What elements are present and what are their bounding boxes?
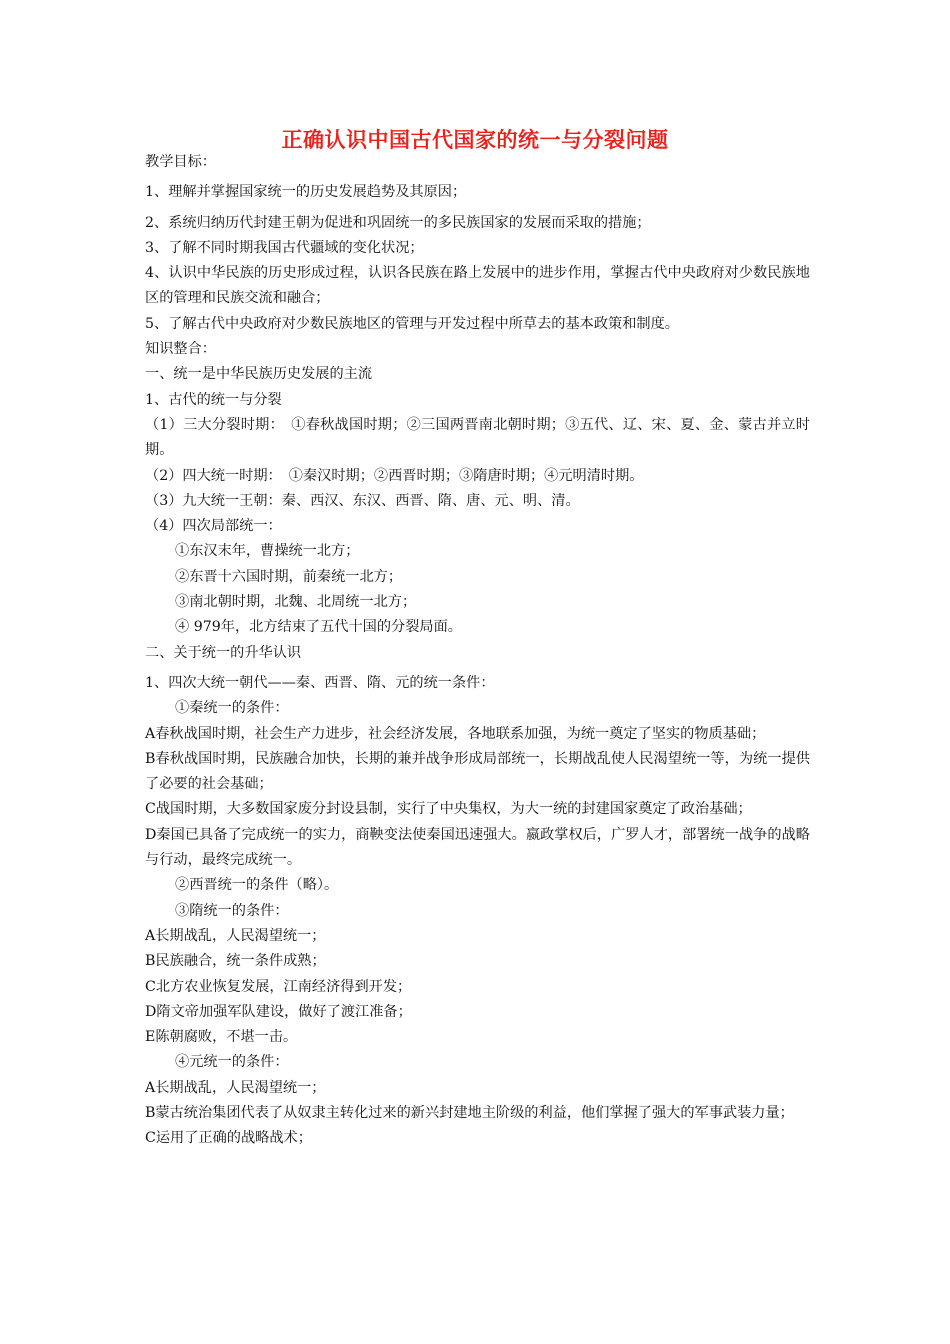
paragraph-line: D隋文帝加强军队建设，做好了渡江准备； (145, 1003, 412, 1020)
paragraph-line: 教学目标： (145, 154, 216, 170)
paragraph-line: （1）三大分裂时期： ①春秋战国时期；②三国两晋南北朝时期；③五代、辽、宋、夏、金、蒙古并立时期。 (145, 416, 810, 459)
paragraph-line: B蒙古统治集团代表了从奴隶主转化过来的新兴封建地主阶级的利益，他们掌握了强大的军事武装力量； (145, 1104, 794, 1121)
paragraph-line: ④ 979年，北方结束了五代十国的分裂局面。 (175, 619, 462, 636)
paragraph-line: ③隋统一的条件： (175, 902, 289, 919)
paragraph-line: （3）九大统一王朝：秦、西汉、东汉、西晋、隋、唐、元、明、清。 (145, 492, 580, 509)
paragraph-line: 4、认识中华民族的历史形成过程，认识各民族在路上发展中的进步作用，掌握古代中央政府对少数民族地区的管理和民族交流和融合； (145, 265, 810, 307)
paragraph-line: 知识整合： (145, 341, 216, 358)
paragraph-line: 1、四次大统一朝代——秦、西晋、隋、元的统一条件： (145, 674, 495, 691)
paragraph-line: ②西晋统一的条件（略）。 (175, 877, 339, 894)
paragraph-line: 1、理解并掌握国家统一的历史发展趋势及其原因； (145, 184, 467, 201)
document-body (145, 150, 810, 1152)
page-title: 正确认识中国古代国家的统一与分裂问题 (281, 128, 669, 152)
paragraph-line: C战国时期，大多数国家废分封设县制，实行了中央集权，为大一统的封建国家奠定了政治基础； (145, 801, 752, 818)
paragraph-line: 3、了解不同时期我国古代疆域的变化状况； (145, 239, 424, 256)
paragraph-line: A春秋战国时期，社会生产力进步，社会经济发展，各地联系加强，为统一奠定了坚实的物质基础； (145, 725, 766, 742)
paragraph-line: （4）四次局部统一： (145, 518, 282, 535)
paragraph-line: ①东汉末年，曹操统一北方； (175, 543, 360, 560)
paragraph-line: 一、统一是中华民族历史发展的主流 (145, 366, 373, 383)
paragraph-line: 5、了解古代中央政府对少数民族地区的管理与开发过程中所草去的基本政策和制度。 (145, 315, 679, 332)
paragraph-line: 1、古代的统一与分裂 (145, 391, 282, 408)
paragraph-line: C运用了正确的战略战术； (145, 1130, 312, 1147)
paragraph-line: A长期战乱，人民渴望统一； (145, 927, 326, 944)
paragraph-line: C北方农业恢复发展，江南经济得到开发； (145, 978, 412, 995)
paragraph-line: ④元统一的条件： (175, 1054, 289, 1071)
paragraph-line: E陈朝腐败，不堪一击。 (145, 1029, 298, 1046)
paragraph-line: D秦国已具备了完成统一的实力，商鞅变法使秦国迅速强大。嬴政掌权后，广罗人才，部署统一战争的战略与行动，最终完成统一。 (145, 826, 810, 869)
paragraph-line: B民族融合，统一条件成熟； (145, 953, 326, 970)
paragraph-line: （2）四大统一时期： ①秦汉时期；②西晋时期；③隋唐时期；④元明清时期。 (145, 467, 644, 484)
paragraph-line: ③南北朝时期，北魏、北周统一北方； (175, 594, 417, 611)
paragraph-line: 2、系统归纳历代封建王朝为促进和巩固统一的多民族国家的发展而采取的措施； (145, 214, 651, 231)
paragraph-line: A长期战乱，人民渴望统一； (145, 1079, 326, 1096)
paragraph-line: B春秋战国时期，民族融合加快，长期的兼并战争形成局部统一，长期战乱使人民渴望统一等，为统一提供了必要的社会基础； (145, 750, 810, 793)
paragraph-line: ①秦统一的条件： (175, 700, 289, 717)
paragraph-line: ②东晋十六国时期，前秦统一北方； (175, 568, 403, 585)
paragraph-line: 二、关于统一的升华认识 (145, 644, 302, 661)
